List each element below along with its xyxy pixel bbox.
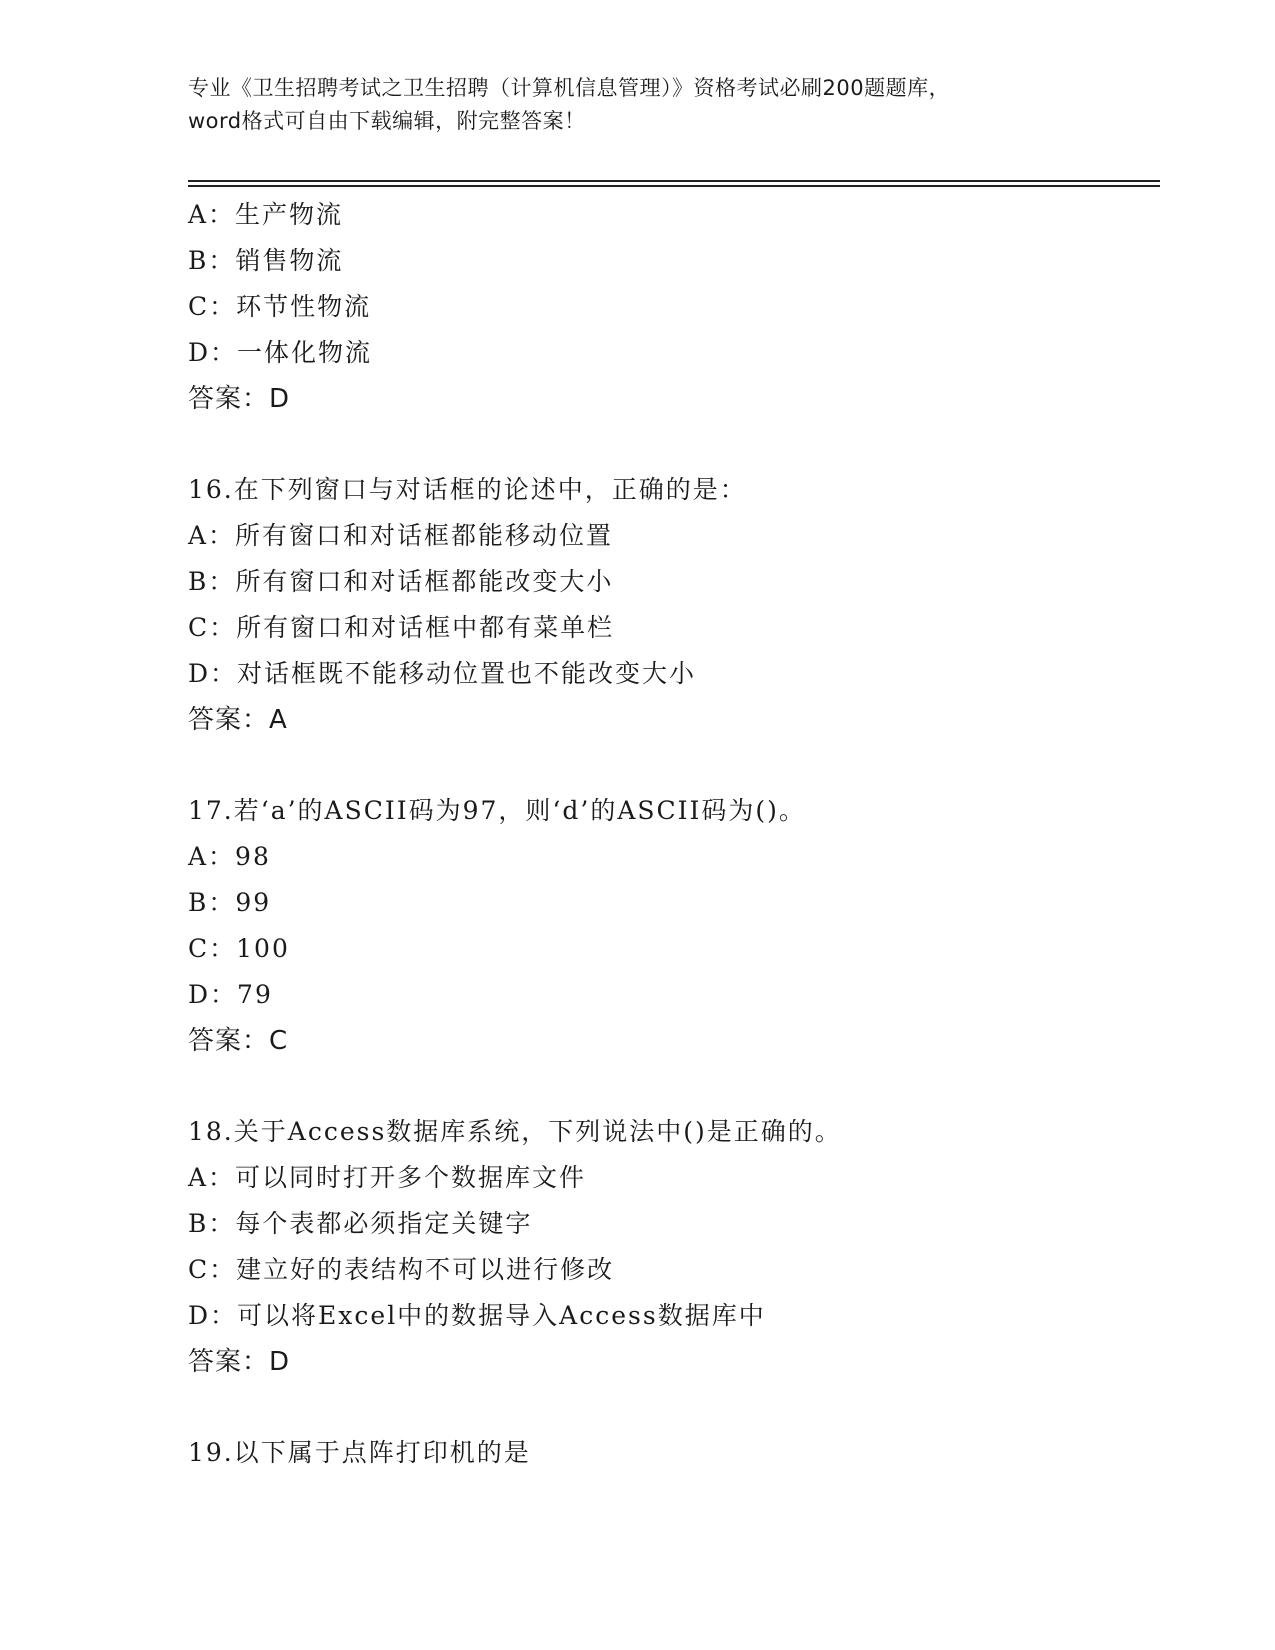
option-line: D：79 <box>188 980 273 1009</box>
header-divider-top <box>188 180 1160 182</box>
header-line-1: 专业《卫生招聘考试之卫生招聘（计算机信息管理）》资格考试必刷200题题库， <box>188 76 951 100</box>
option-line: D：对话框既不能移动位置也不能改变大小 <box>188 659 697 688</box>
question-spacer <box>188 422 1160 467</box>
option-line: A：所有窗口和对话框都能移动位置 <box>188 521 614 550</box>
question-stem: 19.以下属于点阵打印机的是 <box>188 1438 531 1467</box>
question-spacer <box>188 1064 1160 1109</box>
option-line: A：98 <box>188 842 271 871</box>
header-divider-bottom <box>188 185 1160 187</box>
option-line: D：可以将Excel中的数据导入Access数据库中 <box>188 1301 766 1330</box>
option-line: D：一体化物流 <box>188 338 373 367</box>
answer-line: 答案：A <box>188 705 288 735</box>
page-header <box>188 72 1088 138</box>
option-line: C：所有窗口和对话框中都有菜单栏 <box>188 613 615 642</box>
option-line: B：99 <box>188 888 272 917</box>
answer-line: 答案：D <box>188 384 291 414</box>
option-line: C：100 <box>188 934 290 963</box>
question-stem: 18.关于Access数据库系统，下列说法中()是正确的。 <box>188 1117 842 1146</box>
option-line: C：建立好的表结构不可以进行修改 <box>188 1255 615 1284</box>
question-spacer <box>188 743 1160 788</box>
question-stem: 17.若‘a’的ASCII码为97，则‘d’的ASCII码为()。 <box>188 796 806 825</box>
option-line: C：环节性物流 <box>188 292 372 321</box>
option-line: B：所有窗口和对话框都能改变大小 <box>188 567 614 596</box>
header-line-2: word格式可自由下载编辑，附完整答案！ <box>188 109 586 133</box>
option-line: B：销售物流 <box>188 246 344 275</box>
answer-line: 答案：C <box>188 1026 289 1056</box>
question-stem: 16.在下列窗口与对话框的论述中，正确的是： <box>188 475 747 504</box>
option-line: B：每个表都必须指定关键字 <box>188 1209 533 1238</box>
answer-line: 答案：D <box>188 1347 291 1377</box>
option-line: A：可以同时打开多个数据库文件 <box>188 1163 587 1192</box>
option-line: A：生产物流 <box>188 200 344 229</box>
question-content <box>188 192 1160 1476</box>
question-spacer <box>188 1385 1160 1430</box>
